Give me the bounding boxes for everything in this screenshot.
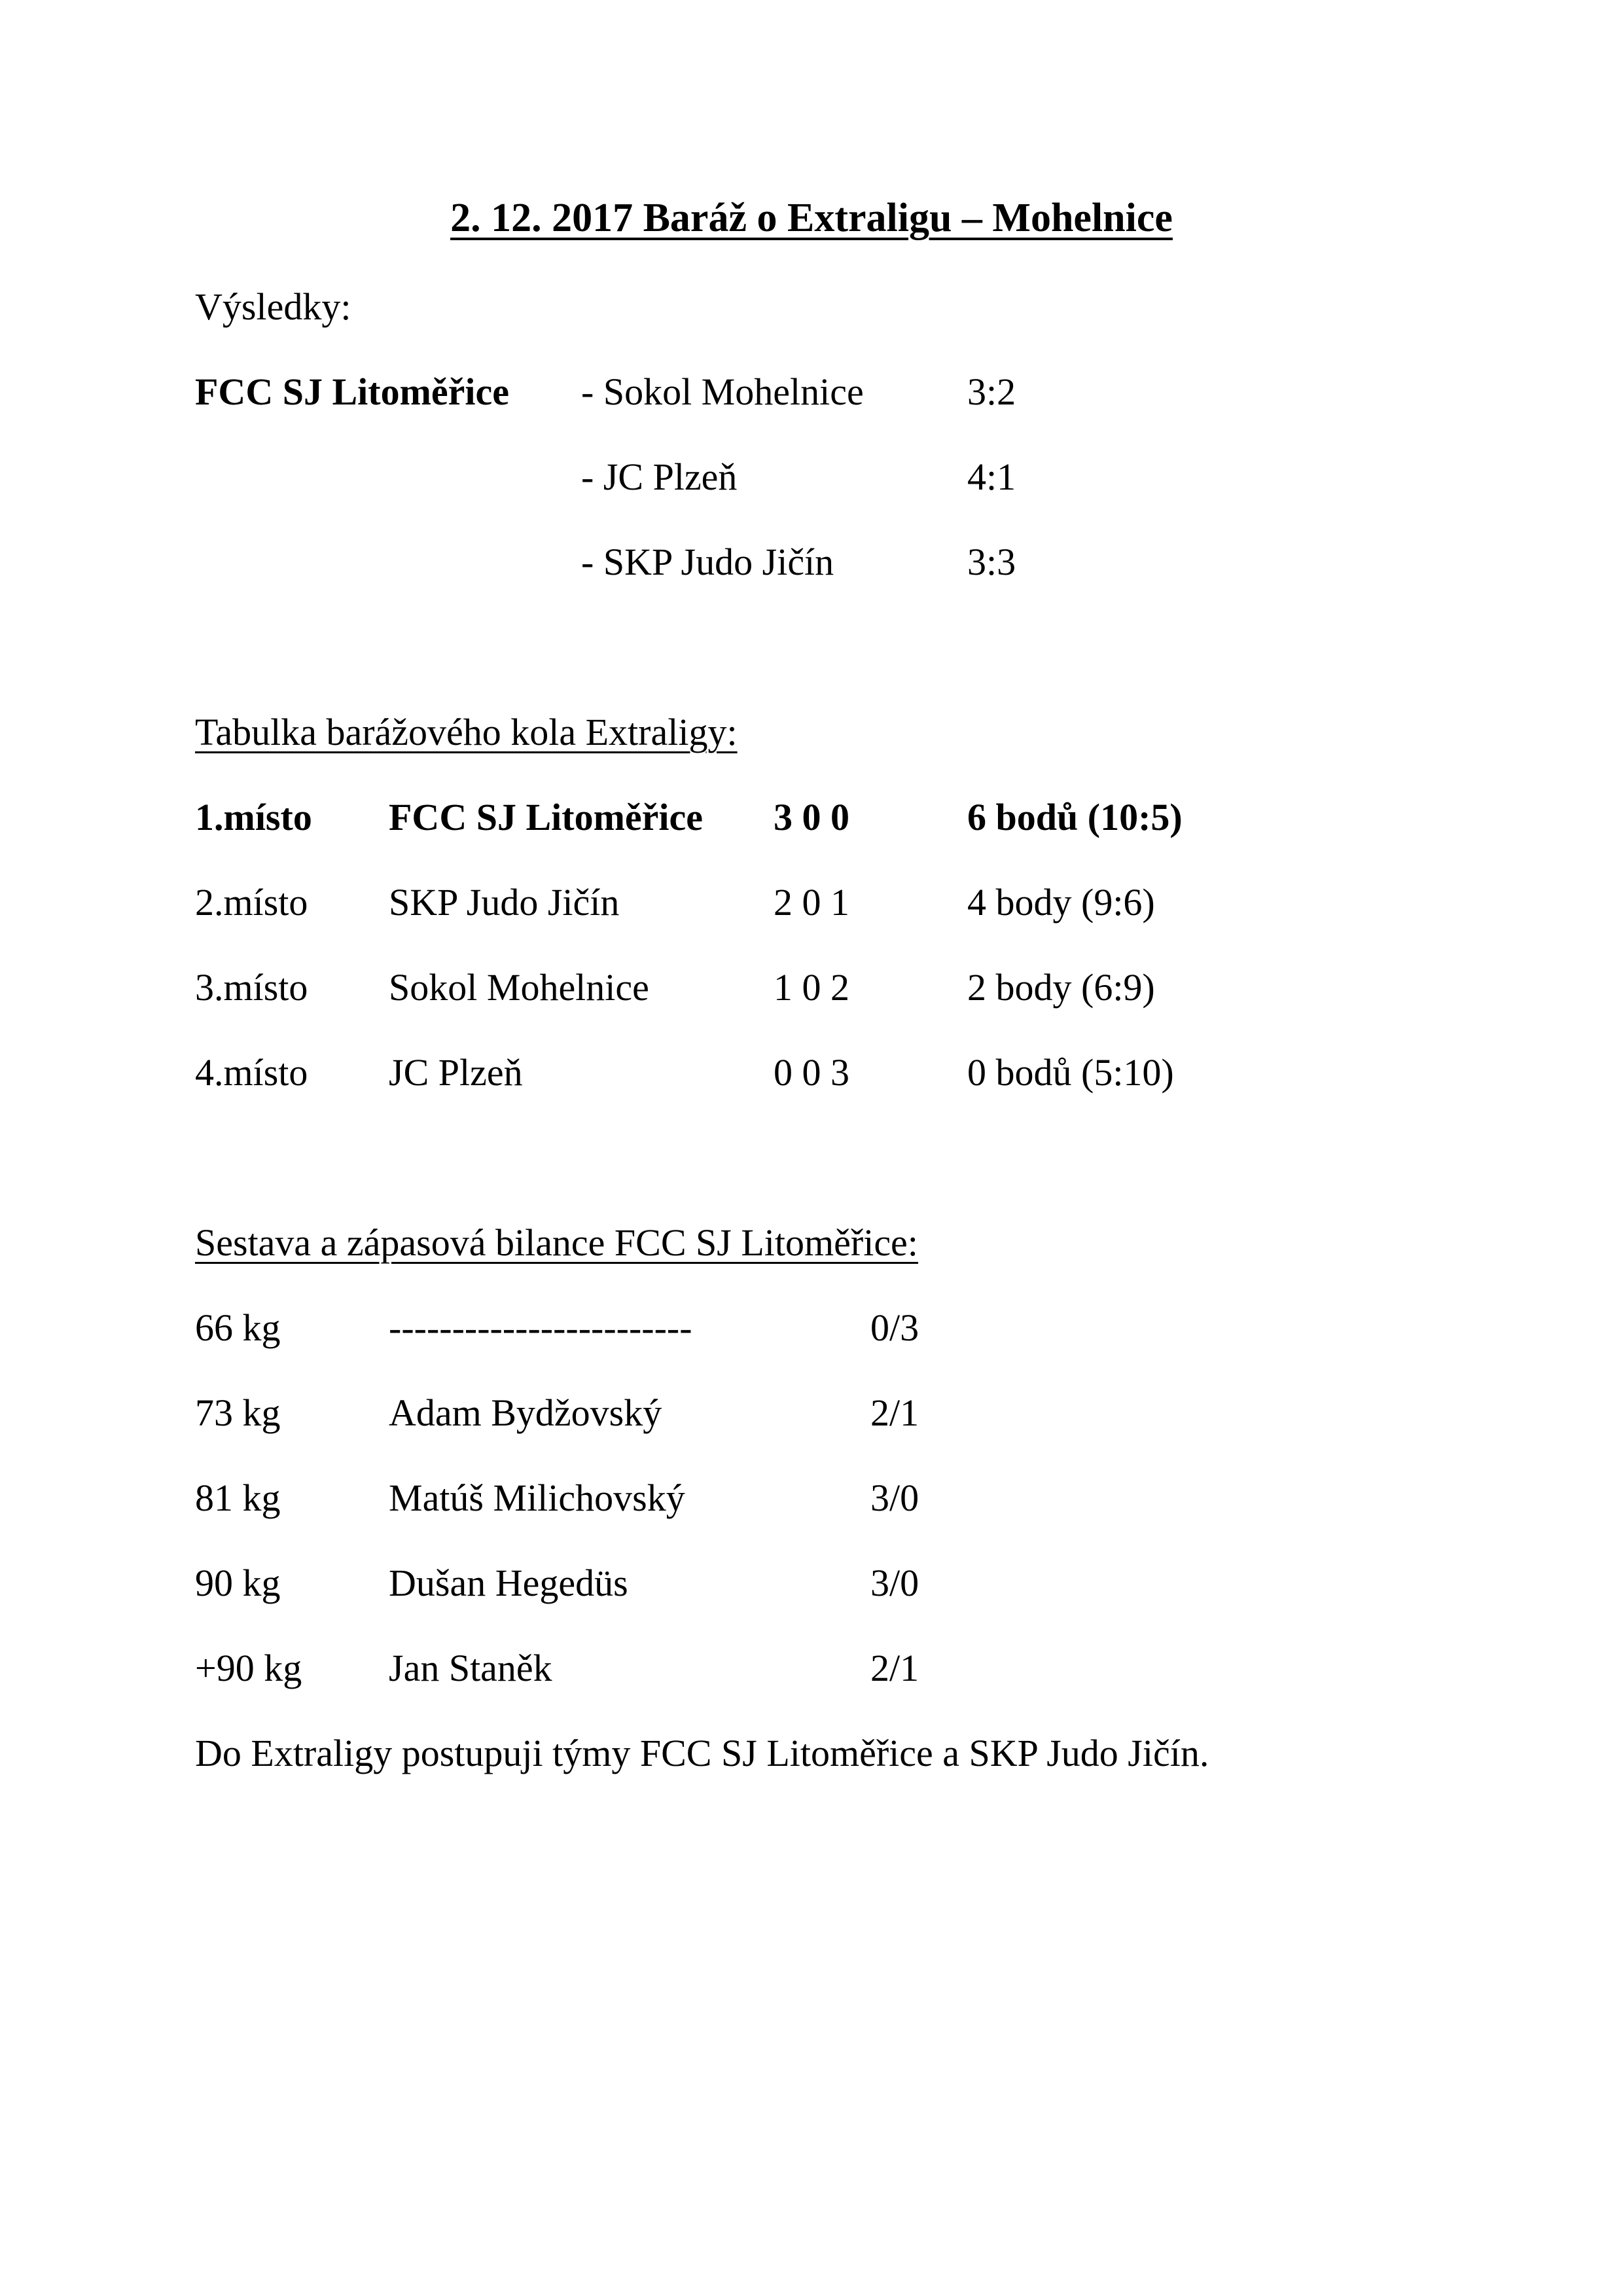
match-opponent: - SKP Judo Jičín: [581, 541, 834, 583]
match-score: 3:3: [967, 541, 1016, 583]
lineup-name: Dušan Hegedüs: [389, 1562, 628, 1604]
lineup-weight: 81 kg: [195, 1477, 281, 1519]
standings-points: 2 body (6:9): [967, 966, 1155, 1009]
lineup-name: Jan Staněk: [389, 1647, 552, 1689]
standings-team: FCC SJ Litoměřice: [389, 796, 703, 838]
lineup-name: Adam Bydžovský: [389, 1391, 662, 1434]
lineup-name: ------------------------: [389, 1306, 692, 1349]
standings-place: 2.místo: [195, 881, 308, 924]
conclusion-text: Do Extraligy postupuji týmy FCC SJ Litoměřice a SKP Judo Jičín.: [195, 1732, 1209, 1774]
standings-heading: Tabulka barážového kola Extraligy:: [195, 711, 738, 753]
match-opponent: - Sokol Mohelnice: [581, 370, 864, 413]
standings-team: Sokol Mohelnice: [389, 966, 649, 1009]
results-heading: Výsledky:: [195, 285, 351, 328]
lineup-weight: 90 kg: [195, 1562, 281, 1604]
match-opponent: - JC Plzeň: [581, 456, 738, 498]
lineup-name: Matúš Milichovský: [389, 1477, 685, 1519]
lineup-balance: 3/0: [870, 1562, 919, 1604]
lineup-weight: +90 kg: [195, 1647, 302, 1689]
standings-record: 0 0 3: [774, 1051, 849, 1094]
lineup-weight: 66 kg: [195, 1306, 281, 1349]
match-score: 3:2: [967, 370, 1016, 413]
standings-points: 4 body (9:6): [967, 881, 1155, 924]
standings-team: JC Plzeň: [389, 1051, 523, 1094]
standings-record: 2 0 1: [774, 881, 849, 924]
page-title: 2. 12. 2017 Baráž o Extraligu – Mohelnice: [450, 196, 1173, 240]
results-team: FCC SJ Litoměřice: [195, 370, 509, 413]
standings-points: 0 bodů (5:10): [967, 1051, 1174, 1094]
lineup-balance: 3/0: [870, 1477, 919, 1519]
match-score: 4:1: [967, 456, 1016, 498]
standings-points: 6 bodů (10:5): [967, 796, 1183, 838]
lineup-balance: 2/1: [870, 1647, 919, 1689]
standings-place: 3.místo: [195, 966, 308, 1009]
lineup-balance: 0/3: [870, 1306, 919, 1349]
standings-record: 1 0 2: [774, 966, 849, 1009]
standings-place: 1.místo: [195, 796, 312, 838]
standings-team: SKP Judo Jičín: [389, 881, 620, 924]
standings-record: 3 0 0: [774, 796, 849, 838]
lineup-weight: 73 kg: [195, 1391, 281, 1434]
lineup-balance: 2/1: [870, 1391, 919, 1434]
standings-place: 4.místo: [195, 1051, 308, 1094]
lineup-heading: Sestava a zápasová bilance FCC SJ Litoměřice:: [195, 1221, 918, 1264]
